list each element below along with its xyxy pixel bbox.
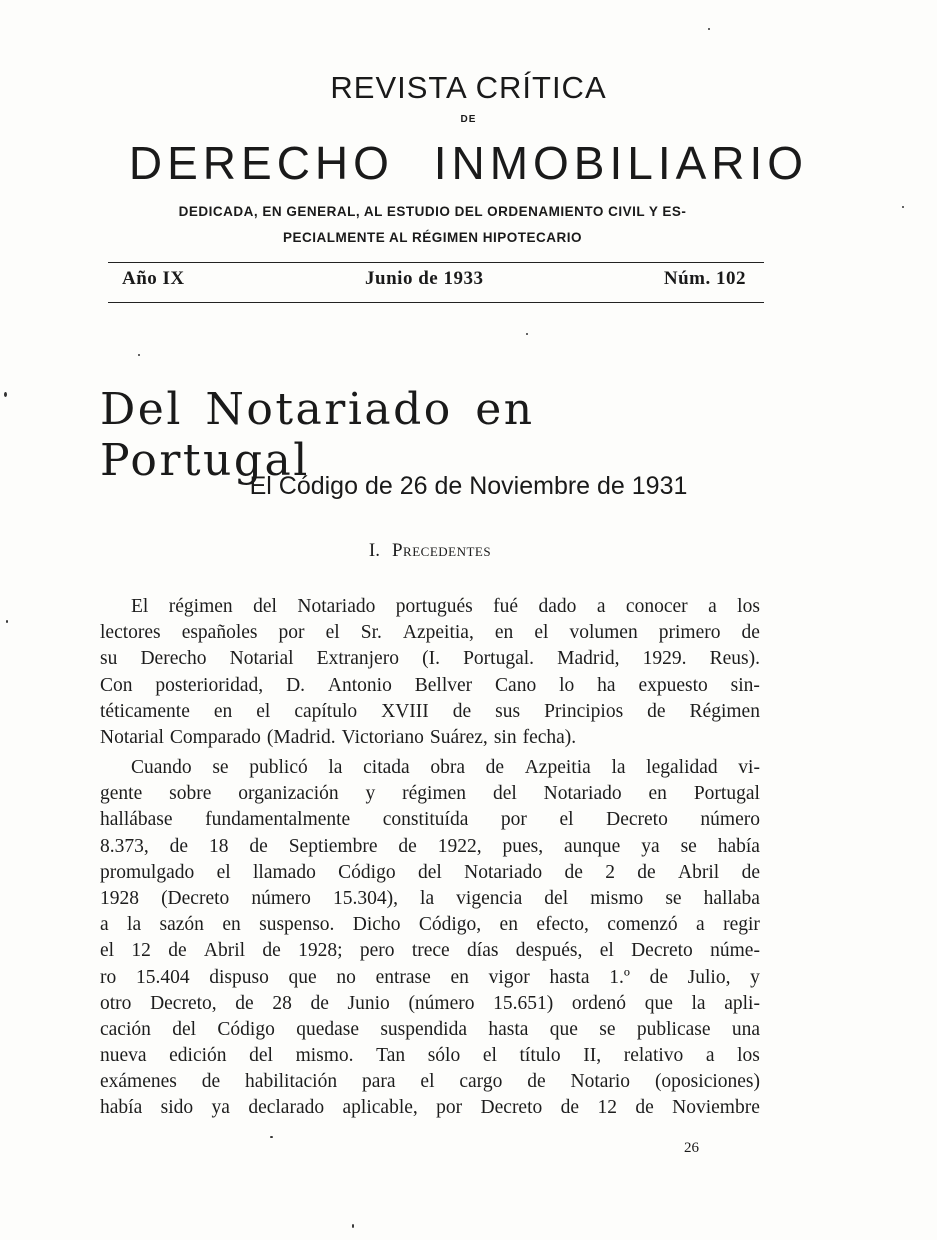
issue-date: Junio de 1933 [365, 268, 484, 289]
issue-year: Año IX [122, 268, 185, 289]
print-speck [352, 1224, 354, 1228]
text-line: 1928 (Decreto número 15.304), la vigencia del mismo se hallaba [100, 887, 760, 909]
article-subtitle: El Código de 26 de Noviembre de 1931 [249, 472, 688, 500]
page-number: 26 [684, 1140, 699, 1156]
print-speck [526, 333, 528, 335]
section-heading [0, 540, 860, 562]
journal-title: REVISTA CRÍTICA [330, 70, 607, 105]
text-line: Cuando se publicó la citada obra de Azpeitia la legalidad vi- [131, 757, 760, 778]
print-speck [4, 392, 7, 397]
paragraph [100, 755, 760, 1122]
text-line: ro 15.404 dispuso que no entrase en vigor hasta 1.º de Julio, y [100, 966, 760, 988]
text-line: a la sazón en suspenso. Dicho Código, en efecto, comenzó a regir [100, 914, 760, 936]
text-line: otro Decreto, de 28 de Junio (número 15.651) ordenó que la apli- [100, 992, 760, 1014]
text-line: había sido ya declarado aplicable, por Decreto de 12 de Noviembre [100, 1097, 760, 1119]
article-title: Del Notariado en Portugal [100, 384, 535, 486]
text-line: promulgado el llamado Código del Notariado de 2 de Abril de [100, 861, 760, 883]
text-line: Notarial Comparado (Madrid. Victoriano Suárez, sin fecha). [100, 726, 577, 748]
print-speck [270, 1136, 273, 1138]
print-speck [6, 620, 8, 623]
text-line: téticamente en el capítulo XVIII de sus Principios de Régimen [100, 700, 760, 722]
text-line: su Derecho Notarial Extranjero (I. Portugal. Madrid, 1929. Reus). [100, 648, 760, 670]
text-line: exámenes de habilitación para el cargo de Notario (oposiciones) [100, 1071, 760, 1093]
text-line: hallábase fundamentalmente constituída por el Decreto número [100, 809, 760, 831]
journal-dedication [100, 199, 765, 251]
issue-info-bar [122, 268, 746, 290]
text-line: cación del Código quedase suspendida hasta que se publicase una [100, 1018, 760, 1040]
text-line: lectores españoles por el Sr. Azpeitia, en el volumen primero de [100, 622, 760, 644]
section-number: I. [368, 540, 380, 561]
paragraph [100, 594, 760, 751]
text-line: Con posterioridad, D. Antonio Bellver Cano lo ha expuesto sin- [100, 674, 760, 696]
text-line: gente sobre organización y régimen del Notariado en Portugal [100, 783, 760, 805]
dedication-line: DEDICADA, EN GENERAL, AL ESTUDIO DEL ORDENAMIENTO CIVIL Y ES- [178, 204, 687, 219]
print-speck [138, 354, 140, 356]
journal-subtitle: DERECHO INMOBILIARIO [128, 137, 809, 189]
dedication-line: PECIALMENTE AL RÉGIMEN HIPOTECARIO [282, 230, 583, 245]
text-line: 8.373, de 18 de Septiembre de 1922, pues, aunque ya se había [100, 835, 760, 857]
journal-title-connector: DE [460, 114, 477, 125]
issue-rule-top [108, 262, 764, 263]
print-speck [708, 28, 710, 30]
print-speck [902, 206, 904, 208]
text-line: El régimen del Notariado portugués fué dado a conocer a los [131, 596, 760, 617]
issue-number: Núm. 102 [663, 268, 746, 289]
section-title: Precedentes [391, 540, 492, 561]
text-line: nueva edición del mismo. Tan sólo el título II, relativo a los [100, 1045, 760, 1067]
text-line: el 12 de Abril de 1928; pero trece días después, el Decreto núme- [100, 940, 760, 962]
issue-rule-bottom [108, 302, 764, 303]
